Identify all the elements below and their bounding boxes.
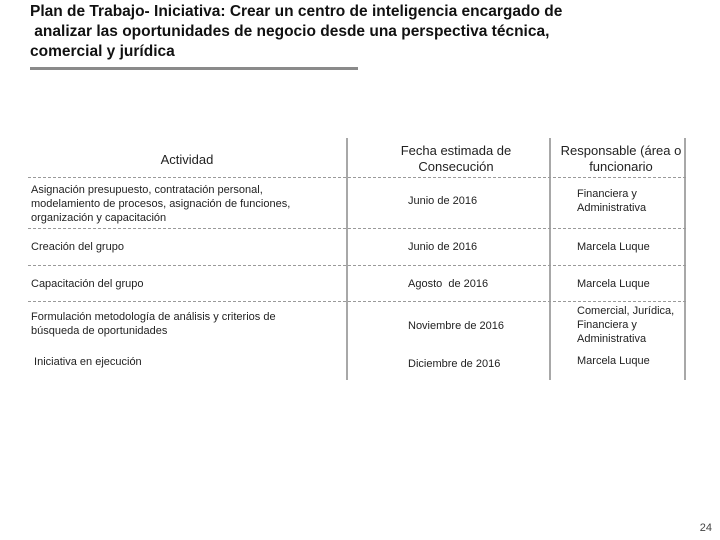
page-number: 24 xyxy=(699,522,712,534)
title-line-1: Plan de Trabajo- Iniciativa: Crear un centro de inteligencia encargado de xyxy=(30,3,563,20)
table-cell-responsible: Marcela Luque xyxy=(577,355,650,367)
table-cell-responsible: Marcela Luque xyxy=(577,278,650,290)
header-activity: Actividad xyxy=(160,152,214,167)
row-divider xyxy=(28,301,686,302)
row-divider xyxy=(28,228,686,229)
table-cell-responsible: Comercial, Jurídica, Financiera y Administrativa xyxy=(577,305,675,345)
column-divider xyxy=(346,138,348,380)
table-cell-responsible: Financiera y Administrativa xyxy=(577,188,647,214)
table-cell-activity: Formulación metodología de análisis y criterios de búsqueda de oportunidades xyxy=(31,311,276,337)
table-cell-activity: Iniciativa en ejecución xyxy=(31,356,142,368)
table-cell-activity: Creación del grupo xyxy=(31,241,124,253)
work-plan-table xyxy=(28,138,688,380)
title-line-2: analizar las oportunidades de negocio desde una perspectiva técnica, xyxy=(30,23,550,40)
table-cell-activity: Asignación presupuesto, contratación personal, modelamiento de procesos, asignación de funciones, organización y capacitación xyxy=(31,184,291,224)
row-divider xyxy=(28,265,686,266)
title-line-3: comercial y jurídica xyxy=(30,43,175,60)
table-cell-date: Agosto de 2016 xyxy=(408,278,489,290)
table-cell-date: Junio de 2016 xyxy=(408,241,478,253)
header-date: Fecha estimada de Consecución xyxy=(400,143,512,174)
table-cell-responsible: Marcela Luque xyxy=(577,241,650,253)
table-cell-date: Diciembre de 2016 xyxy=(408,358,501,370)
row-divider xyxy=(28,177,686,178)
table-cell-date: Noviembre de 2016 xyxy=(408,320,505,332)
table-cell-date: Junio de 2016 xyxy=(408,195,478,207)
table-cell-activity: Capacitación del grupo xyxy=(31,278,144,290)
slide-title xyxy=(30,2,690,62)
column-divider xyxy=(549,138,551,380)
title-underline xyxy=(30,67,358,70)
header-responsible: Responsable (área o funcionario xyxy=(560,143,682,174)
